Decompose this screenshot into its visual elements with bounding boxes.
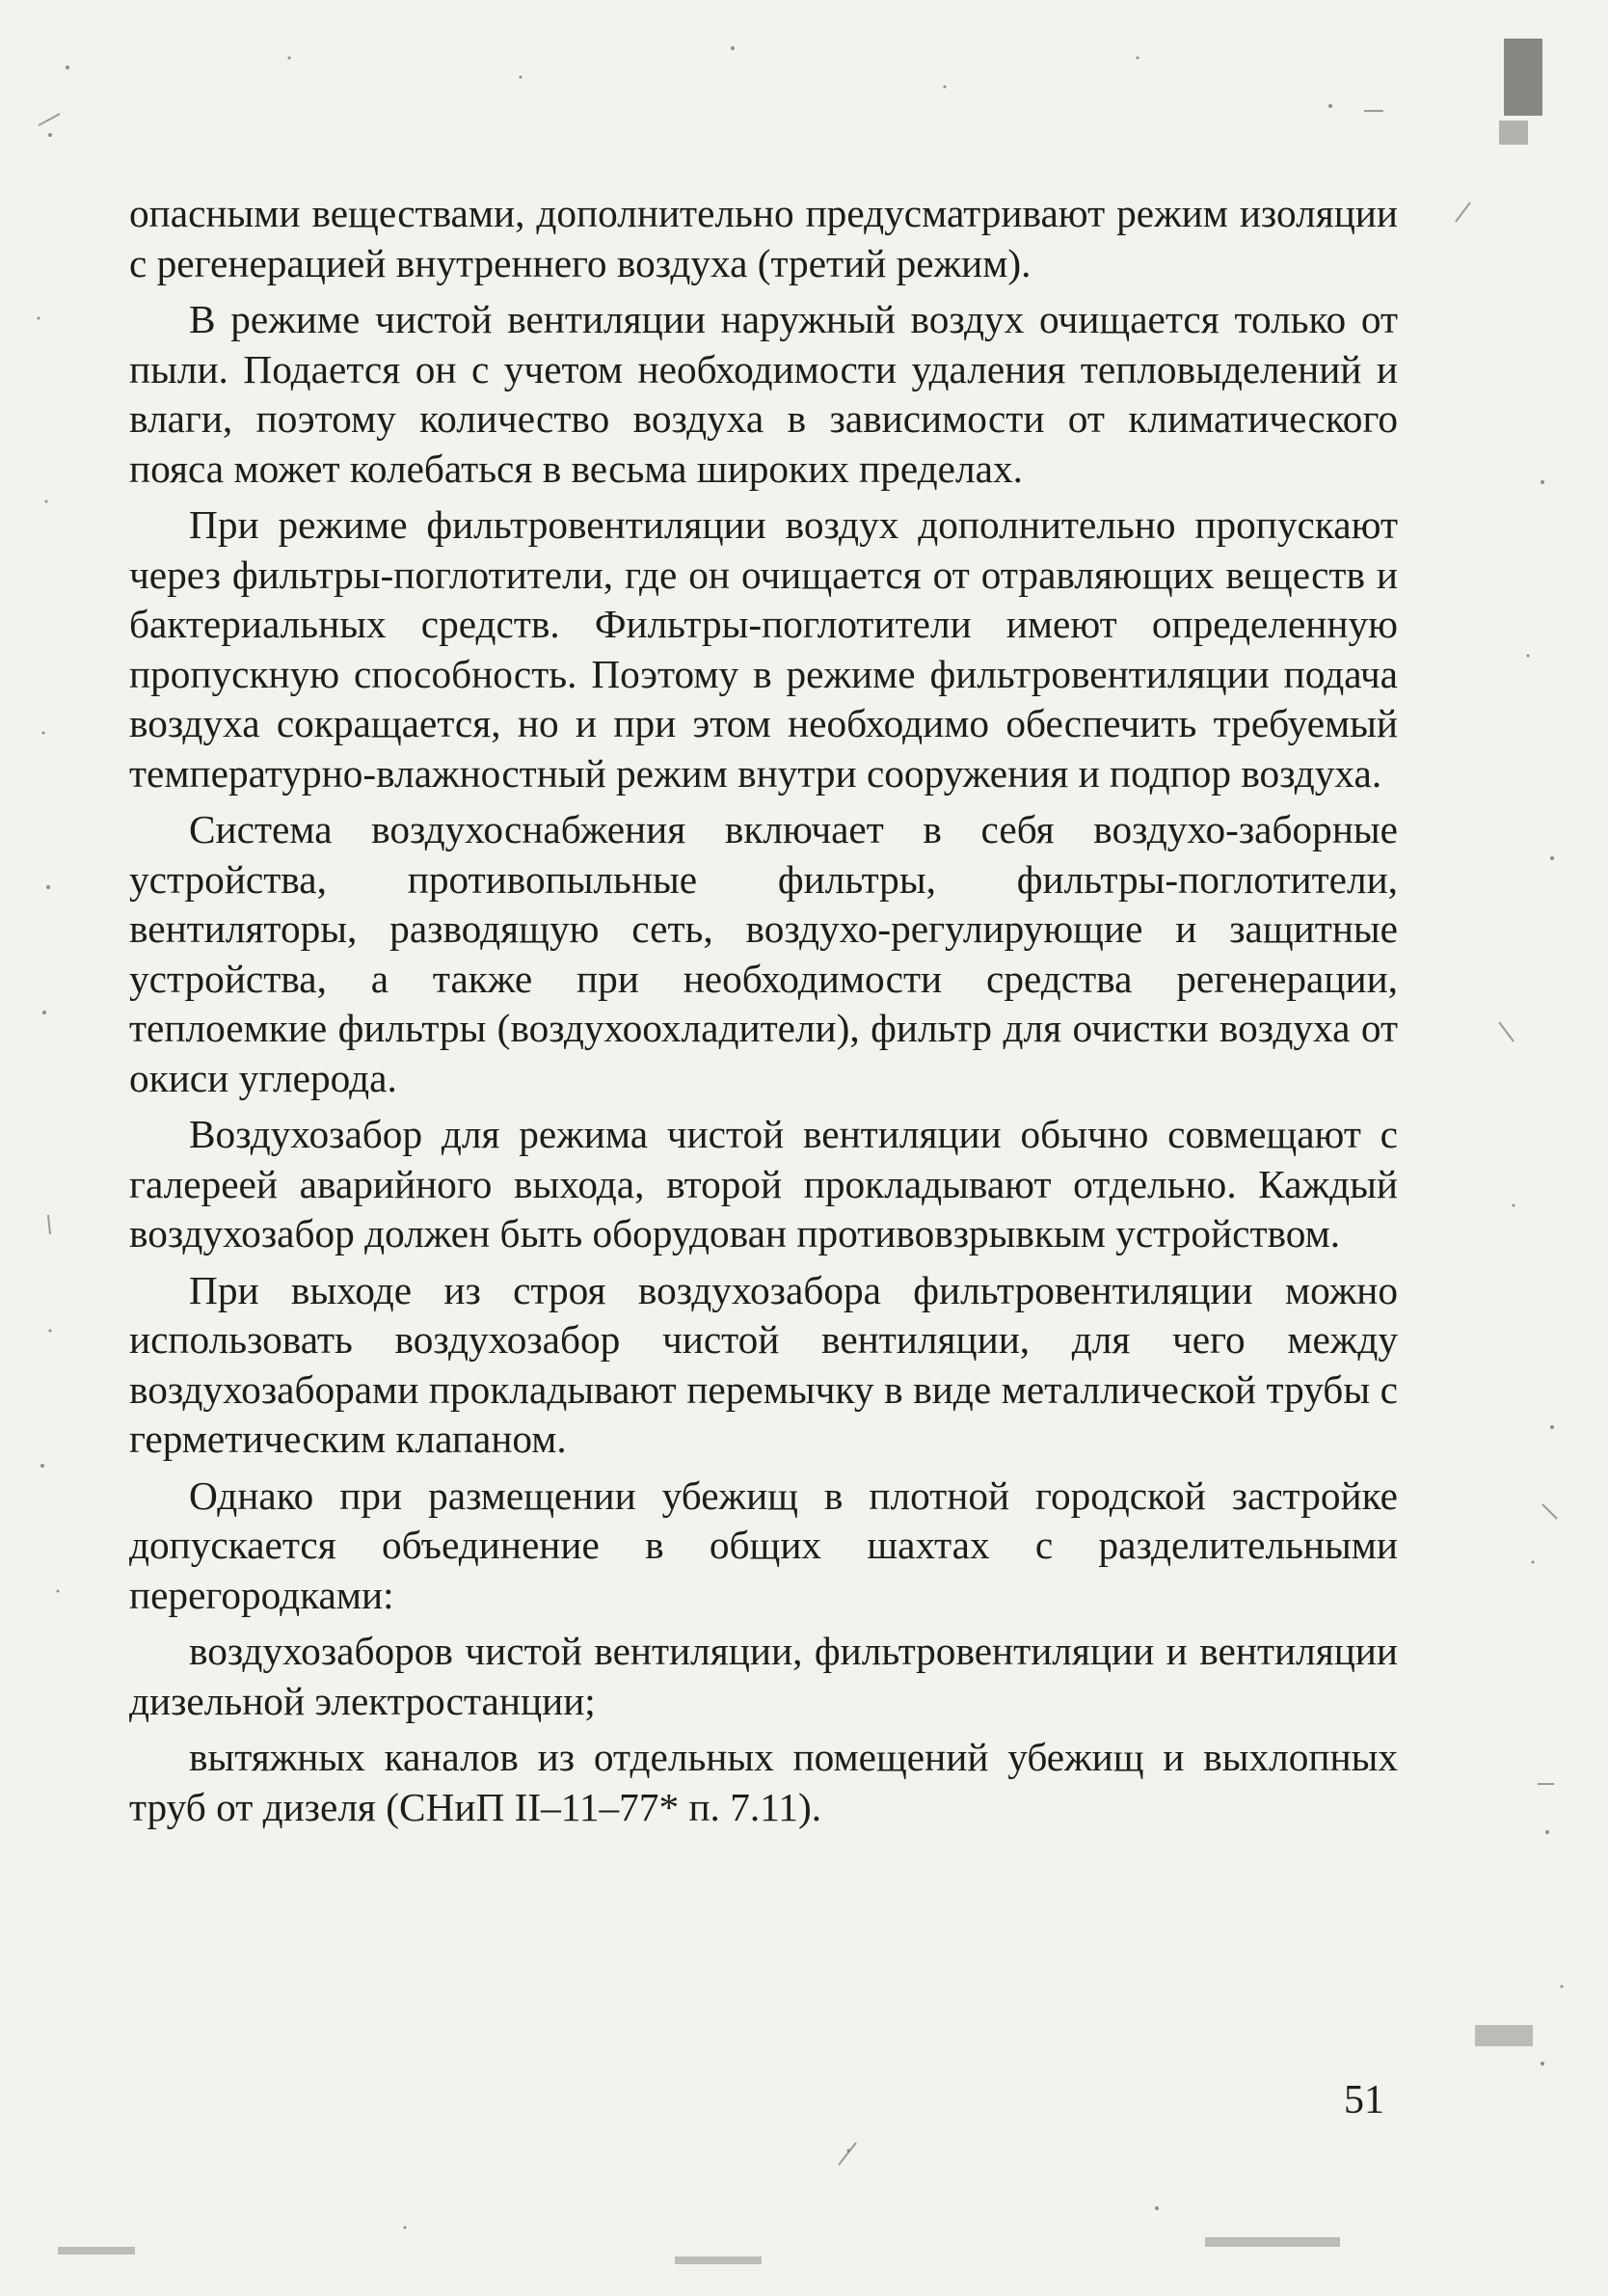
paragraph-3: При режиме фильтровентиляции воздух дополнительно пропускают через фильтры-поглотители, где он очищается от отравляющих веществ и бактериальных средств. Фильтры-поглотители имеют определенную пропускную способность. Поэтому в режиме фильтровентиляции подача воздуха сокращается, но и при этом необходимо обеспечить требуемый температурно-влажностный режим внутри сооружения и подпор воздуха. [129, 502, 1398, 796]
paragraph-1: опасными веществами, дополнительно предусматривают режим изоляции с регенерацией внутреннего воздуха (третий режим). [129, 191, 1398, 285]
paragraph-6: При выходе из строя воздухозабора фильтровентиляции можно использовать воздухозабор чистой вентиляции, для чего между воздухозаборами прокладывают перемычку в виде металлической трубы с герметическим клапаном. [129, 1267, 1398, 1461]
list-item-1: воздухозаборов чистой вентиляции, фильтровентиляции и вентиляции дизельной электростанции; [129, 1629, 1398, 1723]
page-body [129, 189, 1398, 1839]
paragraph-5: Воздухозабор для режима чистой вентиляции обычно совмещают с галереей аварийного выхода, второй прокладывают отдельно. Каждый воздухозабор должен быть оборудован противовзрывкым устройством. [129, 1112, 1398, 1256]
page-number: 51 [1344, 2078, 1384, 2122]
paragraph-7: Однако при размещении убежищ в плотной городской застройке допускается объединение в общих шахтах с разделительными перегородками: [129, 1472, 1398, 1617]
list-item-2: вытяжных каналов из отдельных помещений убежищ и выхлопных труб от дизеля (СНиП II–11–77* п. 7.11). [129, 1735, 1398, 1829]
paragraph-4: Система воздухоснабжения включает в себя воздухо-заборные устройства, противопыльные фильтры, фильтры-поглотители, вентиляторы, разводящую сеть, воздухо-регулирующие и защитные устройства, а также при необходимости средства регенерации, теплоемкие фильтры (воздухоохладители), фильтр для очистки воздуха от окиси углерода. [129, 807, 1398, 1100]
paragraph-2: В режиме чистой вентиляции наружный воздух очищается только от пыли. Подается он с учетом необходимости удаления тепловыделений и влаги, поэтому количество воздуха в зависимости от климатического пояса может колебаться в весьма широких пределах. [129, 297, 1398, 491]
